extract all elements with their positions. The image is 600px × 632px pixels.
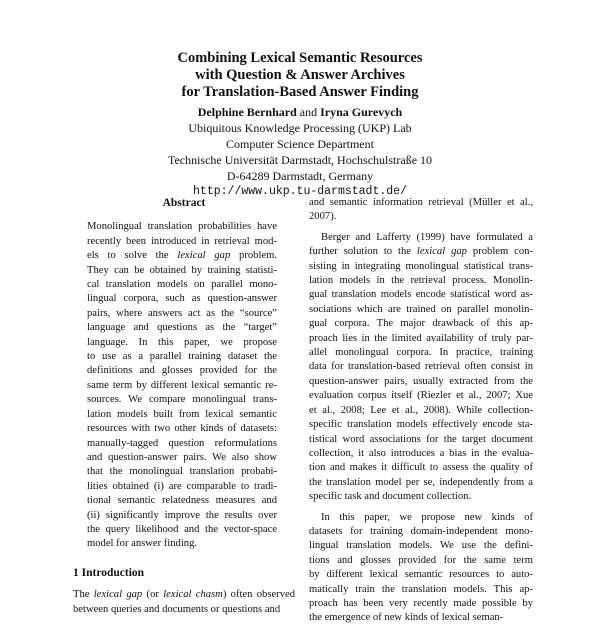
abstract-heading: Abstract [162,197,206,209]
introduction-body [73,588,295,617]
abstract-lines-line: tional semantic relatedness measures and [87,495,277,507]
paragraph-continuation [309,196,533,225]
abstract-lines-line: model for answer finding. [87,538,198,550]
abstract-lines-line: to use as a parallel training dataset the [87,351,277,363]
right-col-p3-line: the emergence of new kinds of lexical seman- [309,612,504,624]
paragraph-this-paper [309,511,533,626]
right-col-p2-line: the translation model per se, independently from a [309,476,533,488]
right-col-p2-line: proach lies in the limited availability of truly par- [309,332,533,344]
right-col-p2-line: specific task and document collection. [309,491,472,503]
right-col-p1-line: and semantic information retrieval (Müller et al., [309,197,533,208]
right-col-p2-line: tistical word associations for the target document [309,433,533,445]
right-col-p2-line: sisting in integrating monolingual statistical trans- [309,260,533,272]
abstract-lines-line: lingual corpora, such as question-answer [87,293,277,305]
right-col-p2-line: further solution to the lexical gap problem con- [309,246,533,258]
author-1: Delphine Bernhard [197,105,297,119]
right-col-p3-line: lingual translation models. We use the defini- [309,540,533,552]
right-col-p2-line: allel monolingual corpora. In practice, training [309,347,533,359]
author-connector: and [299,105,318,119]
right-col-p2-line: data for translation-based retrieval often consist in [309,361,533,373]
right-col-p2-line: gual corpora. The major drawback of this ap- [309,318,533,330]
right-col-p2-line: lation models in the retrieval process. Monolin- [309,275,533,287]
affiliation-line-2: Computer Science Department [226,137,374,151]
right-col-p2-line: et al., 2008; Lee et al., 2008). While collection- [309,404,533,416]
abstract-lines-line: language and questions as the “target” [87,322,277,334]
abstract-lines-line: and question-answer pairs. We also show [87,451,277,463]
abstract-lines-line: sources. We compare monolingual trans- [87,394,277,406]
abstract-body [87,220,277,551]
right-column [309,196,533,632]
abstract-lines-line: definitions and glosses provided for the [87,365,277,377]
abstract-lines-line: They can be obtained by training statisti- [87,264,277,276]
right-col-p3-line: proach has been very recently made possible by [309,597,533,609]
abstract-lines-line: cal translation models on parallel mono- [87,279,277,291]
right-col-p2-line: question-answer pairs, usually extracted from the [309,375,533,387]
right-col-p3-line: by different lexical semantic resources to auto- [309,569,533,581]
paragraph-berger-lafferty [309,231,533,505]
right-col-p2-line: Berger and Lafferty (1999) have formulated a [321,231,533,243]
author-2: Iryna Gurevych [320,105,403,119]
abstract-lines-line: lation models built from lexical semantic [87,408,277,420]
authors [0,104,600,120]
abstract-lines-line: pairs, where answers act as the “source” [87,307,277,319]
title-line-3: for Translation-Based Answer Finding [181,84,419,100]
right-col-p3-line: tions and glosses provided for the same term [309,554,533,566]
affiliation-line-4: D-64289 Darmstadt, Germany [226,169,374,183]
right-col-p2-line: tion and makes it difficult to assess the quality of [309,462,533,474]
left-column [73,196,295,617]
abstract-lines-line: the query likelihood and the vector-space [87,523,277,535]
right-col-p3-line: In this paper, we propose new kinds of [321,511,533,523]
right-col-p1-line: 2007). [309,211,337,223]
abstract-lines-line: language. In this paper, we propose [87,336,277,348]
abstract-lines-line: lities obtained (i) are comparable to tradi- [87,480,277,492]
abstract-lines-line: manually-tagged question reformulations [87,437,277,449]
abstract-lines-line: resources with two other kinds of datasets: [87,423,277,435]
abstract-lines-line: els to solve the lexical gap problem. [87,250,277,262]
title-line-2: with Question & Answer Archives [195,67,405,83]
affiliation-line-1: Ubiquitous Knowledge Processing (UKP) Lab [188,121,412,135]
title-line-1: Combining Lexical Semantic Resources [177,50,423,66]
intro-lines-line: between queries and documents or questions and [73,603,281,615]
right-col-p2-line: sociations which are trained on parallel monolin- [309,303,533,315]
right-col-p2-line: evaluation corpus itself (Riezler et al., 2007; Xue [309,390,533,402]
abstract-lines-line: recently been introduced in retrieval mod- [87,235,277,247]
right-col-p3-line: matically train the translation models. This ap- [309,583,533,595]
right-col-p2-line: gual translation models encode statistical word as- [309,289,533,301]
abstract-lines-line: Monolingual translation probabilities have [87,221,277,233]
lab-url[interactable]: http://www.ukp.tu-darmstadt.de/ [193,185,407,198]
paper-header [0,50,600,200]
abstract-lines-line: same term by different lexical semantic re- [87,379,277,391]
abstract-lines-line: (ii) significantly improve the results over [87,509,277,521]
section-1-heading: 1 Introduction [73,566,145,579]
right-col-p2-line: specific translation models effectively encode sta- [309,419,533,431]
right-col-p2-line: collection, it also introduces a bias in the evalua- [309,447,533,459]
intro-lines-line: The lexical gap (or lexical chasm) often observed [73,589,296,601]
abstract-lines-line: that the monolingual translation probabi- [87,466,277,478]
affiliation-line-3: Technische Universität Darmstadt, Hochschulstraße 10 [167,153,433,167]
right-col-p3-line: datasets for training domain-independent mono- [309,525,533,537]
